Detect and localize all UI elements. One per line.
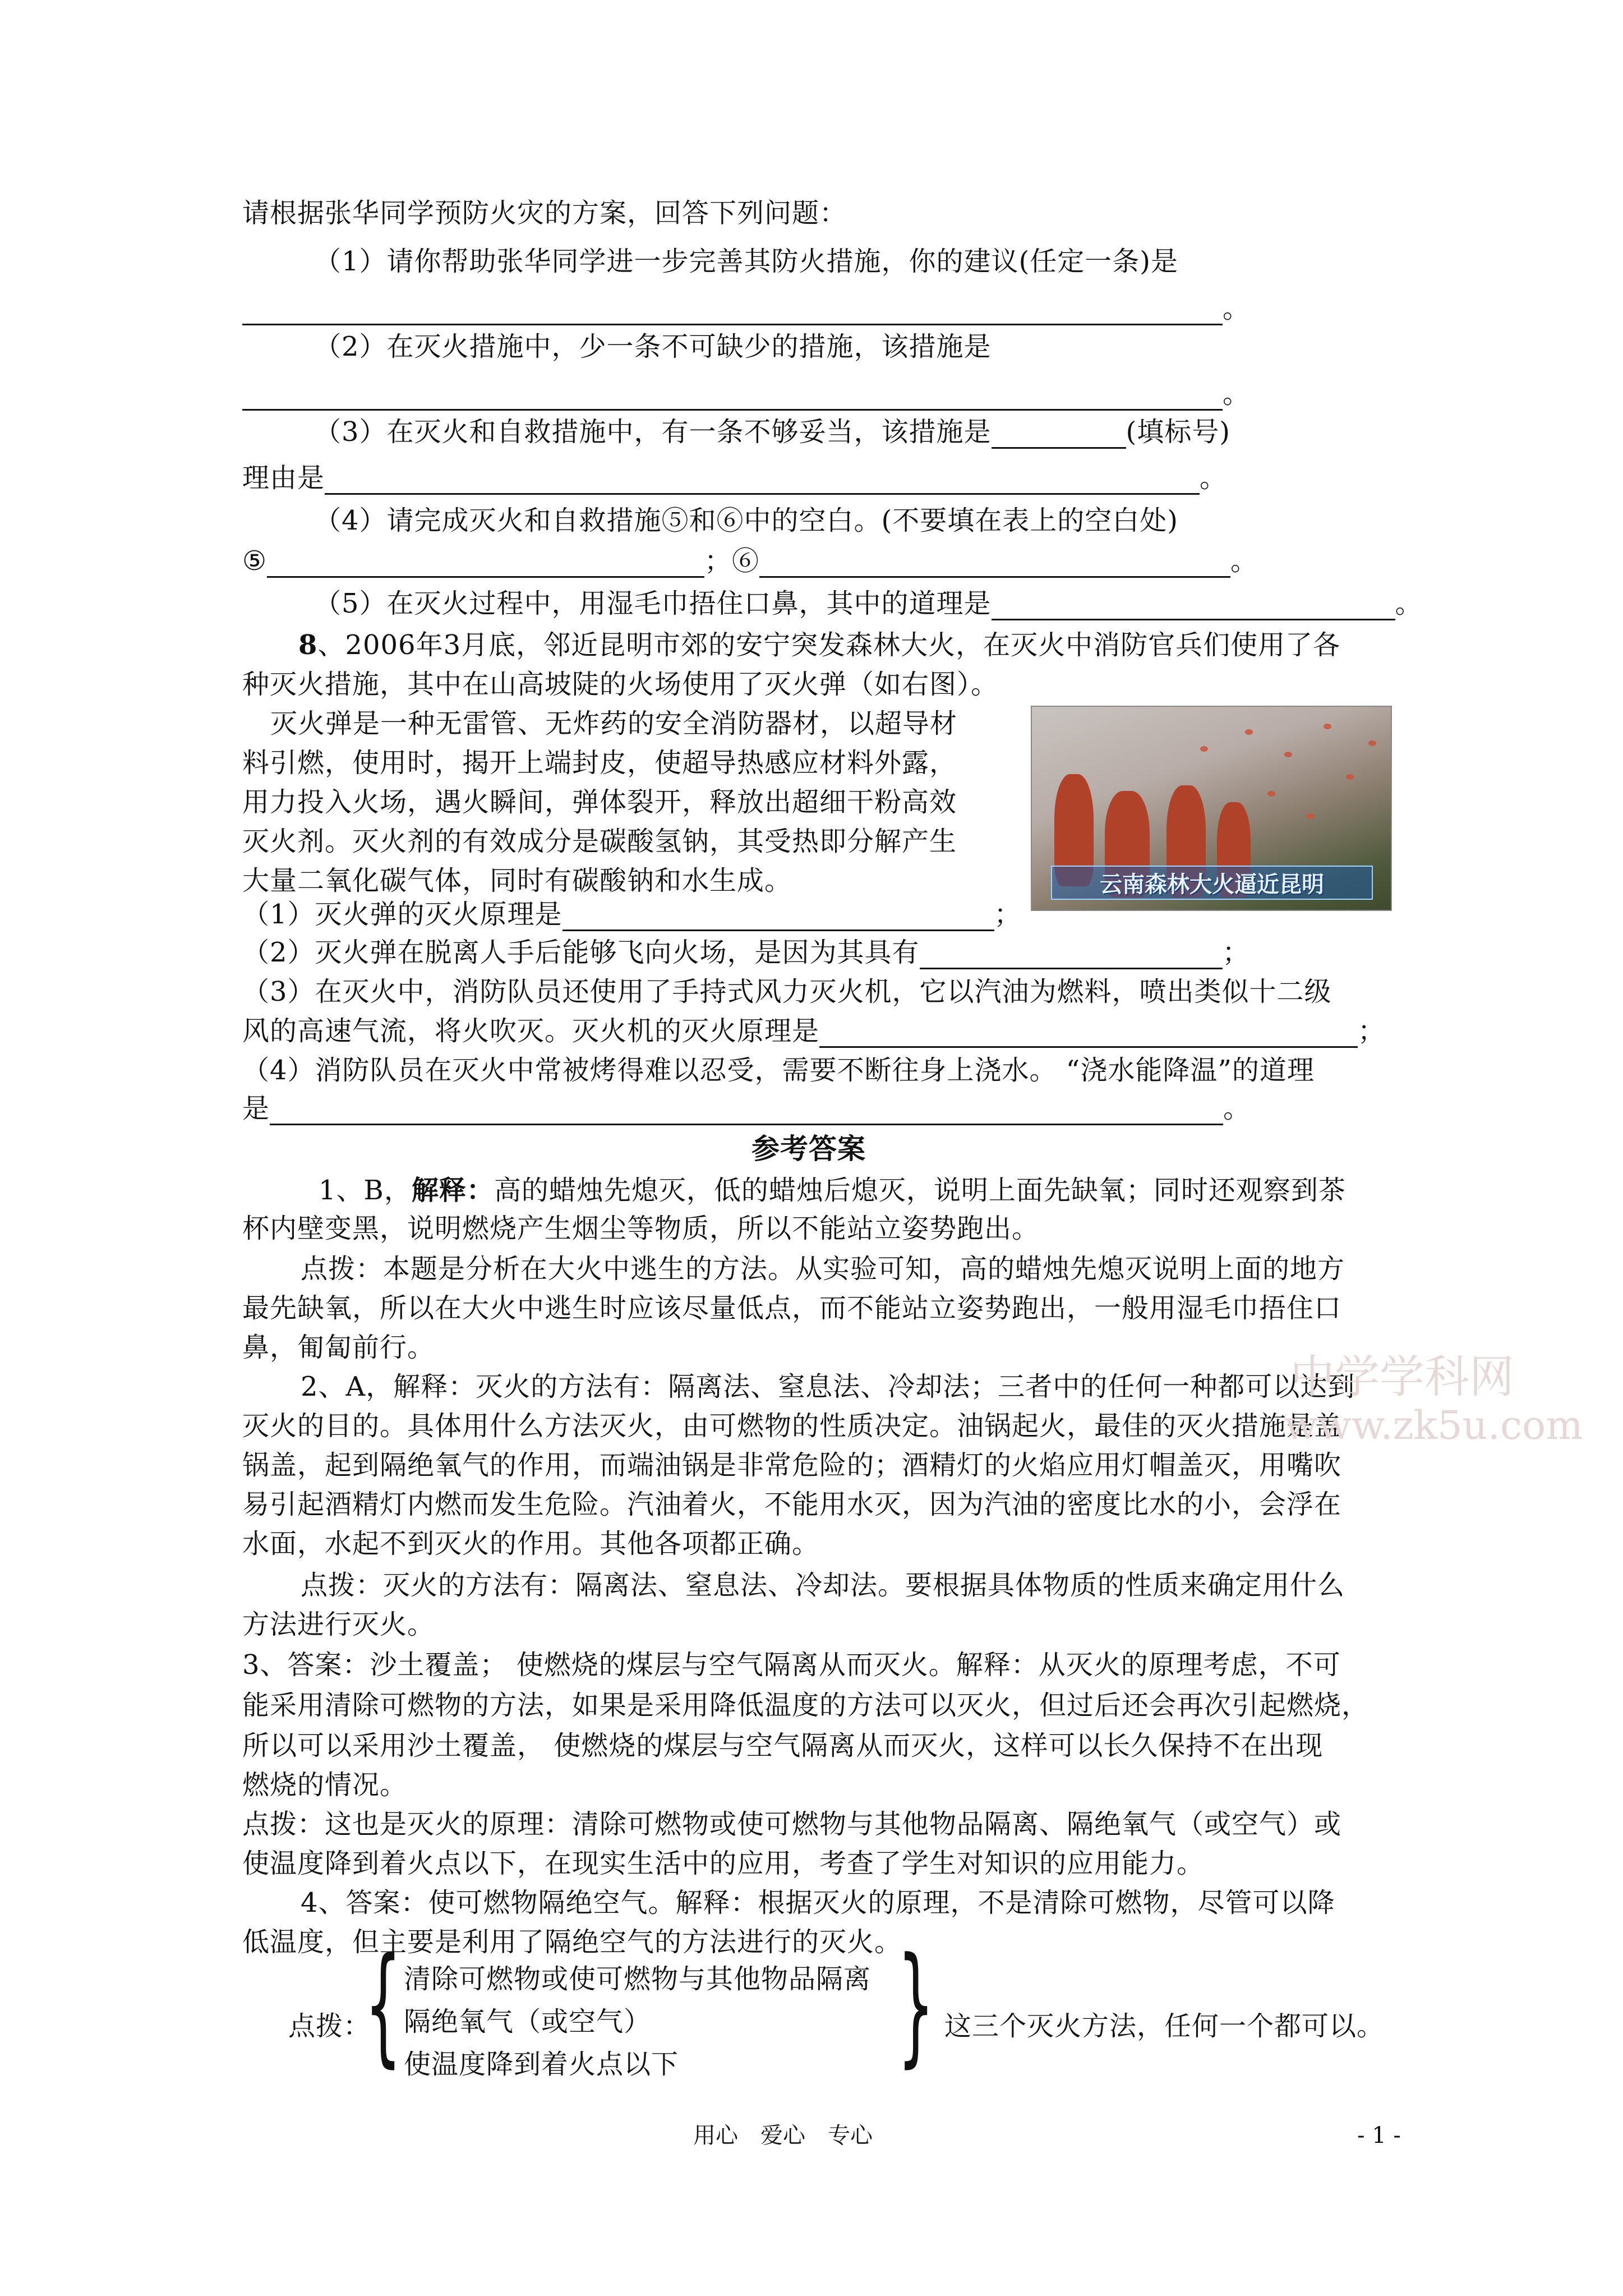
- answer-3-line: 能采用清除可燃物的方法，如果是采用降低温度的方法可以灭火，但过后还会再次引起燃烧，: [242, 1690, 1370, 1721]
- q8-paragraph-line: 料引燃，使用时，揭开上端封皮，使超导热感应材料外露，: [242, 747, 957, 779]
- watermark-url: www.zk5u.com: [1284, 1402, 1583, 1448]
- answer-blank[interactable]: [267, 549, 704, 578]
- question-3-reason: 理由是 。: [242, 462, 1228, 494]
- q8-subquestion-4b: 是 。: [242, 1093, 1251, 1124]
- answer-3-line: 燃烧的情况。: [242, 1769, 408, 1801]
- q8-paragraph-line: 灭火弹是一种无雷管、无炸药的安全消防器材，以超导材: [270, 708, 958, 739]
- question-5: （5）在灭火过程中，用湿毛巾捂住口鼻，其中的道理是 。: [314, 588, 1423, 619]
- answer-1-line2: 杯内壁变黑，说明燃烧产生烟尘等物质，所以不能站立姿势跑出。: [242, 1213, 1040, 1244]
- q8-subquestion-2: （2）灭火弹在脱离人手后能够飞向火场，是因为其具有 ；: [242, 937, 1250, 968]
- answer-1-line1: 1、B，解释：高的蜡烛先熄灭，低的蜡烛后熄灭，说明上面先缺氧；同时还观察到茶: [319, 1175, 1346, 1206]
- question-1: （1）请你帮助张华同学进一步完善其防火措施，你的建议(任定一条)是: [314, 246, 1178, 277]
- intro-text: 请根据张华同学预防火灾的方案，回答下列问题：: [242, 197, 847, 229]
- answer-blank[interactable]: [819, 1019, 1358, 1048]
- question-4-blanks: ⑤ ；⑥ 。: [242, 545, 1258, 577]
- answer-blank[interactable]: [992, 592, 1395, 620]
- q8-paragraph-line: 大量二氧化碳气体，同时有碳酸钠和水生成。: [242, 865, 792, 896]
- question-3: （3）在灭火和自救措施中，有一条不够妥当，该措施是 (填标号): [314, 416, 1231, 448]
- answer-line-2: 。: [242, 377, 1250, 411]
- answer-1-tip: 点拨：本题是分析在大火中逃生的方法。从实验可知，高的蜡烛先熄灭说明上面的地方: [301, 1253, 1345, 1285]
- question-8-line2: 种灭火措施，其中在山高坡陡的火场使用了灭火弹（如右图）。: [242, 669, 999, 700]
- answers-title: 参考答案: [751, 1132, 866, 1165]
- answer-blank[interactable]: [920, 941, 1223, 969]
- answer-blank[interactable]: [242, 297, 1223, 325]
- question-2: （2）在灭火措施中，少一条不可缺少的措施，该措施是: [314, 331, 992, 362]
- answer-4-tip-label: 点拨：: [288, 2010, 371, 2042]
- left-brace-icon: {: [365, 1930, 402, 2080]
- answer-4-line: 低温度，但主要是利用了隔绝空气的方法进行的灭火。: [242, 1926, 902, 1958]
- answer-3-tip: 点拨：这也是灭火的原理：清除可燃物或使可燃物与其他物品隔离、隔绝氧气（或空气）或: [242, 1809, 1342, 1840]
- right-brace-icon: }: [897, 1930, 935, 2080]
- answer-2-tip: 点拨：灭火的方法有：隔离法、窒息法、冷却法。要根据具体物质的性质来确定用什么: [301, 1570, 1345, 1601]
- answer-3-line: 所以可以采用沙土覆盖， 使燃烧的煤层与空气隔离从而灭火，这样可以长久保持不在出现: [242, 1730, 1324, 1761]
- q8-paragraph-line: 用力投入火场，遇火瞬间，弹体裂开，释放出超细干粉高效: [242, 786, 957, 818]
- answer-blank[interactable]: [562, 903, 994, 931]
- q8-subquestion-1: （1）灭火弹的灭火原理是 ；: [242, 899, 1022, 930]
- answer-blank[interactable]: [325, 466, 1200, 495]
- q8-subquestion-3: （3）在灭火中，消防队员还使用了手持式风力灭火机，它以汽油为燃料，喷出类似十二级: [242, 976, 1332, 1007]
- q8-paragraph-line: 灭火剂。灭火剂的有效成分是碳酸氢钠，其受热即分解产生: [242, 826, 957, 857]
- question-8-heading: 8、2006年3月底，邻近昆明市郊的安宁突发森林大火，在灭火中消防官兵们使用了各: [298, 629, 1341, 661]
- answer-2-line: 水面，水起不到灭火的作用。其他各项都正确。: [242, 1528, 820, 1559]
- answer-line-1: 。: [242, 292, 1250, 325]
- answer-2-tip: 方法进行灭火。: [242, 1609, 435, 1640]
- answer-blank[interactable]: [759, 549, 1230, 578]
- q8-subquestion-3b: 风的高速气流，将火吹灭。灭火机的灭火原理是 ；: [242, 1015, 1386, 1047]
- method-item: 使温度降到着火点以下: [404, 2049, 679, 2080]
- page-number: - 1 -: [1357, 2123, 1401, 2148]
- method-item: 清除可燃物或使可燃物与其他物品隔离: [404, 1963, 872, 1995]
- answer-3-line: 3、答案：沙土覆盖； 使燃烧的煤层与空气隔离从而灭火。解释：从灭火的原理考虑，不可: [242, 1649, 1341, 1681]
- photo-caption: 云南森林大火逼近昆明: [1051, 866, 1373, 900]
- question-4: （4）请完成灭火和自救措施⑤和⑥中的空白。(不要填在表上的空白处): [314, 505, 1178, 536]
- answer-blank[interactable]: [992, 420, 1126, 449]
- answer-4-tip-tail: 这三个灭火方法，任何一个都可以。: [944, 2010, 1385, 2042]
- answer-1-tip: 最先缺氧，所以在大火中逃生时应该尽量低点，而不能站立姿势跑出，一般用湿毛巾捂住口: [242, 1292, 1342, 1324]
- answer-2-line: 锅盖，起到隔绝氧气的作用，而端油锅是非常危险的；酒精灯的火焰应用灯帽盖灭，用嘴吹: [242, 1450, 1342, 1481]
- footer-motto: 用心 爱心 专心: [693, 2123, 873, 2148]
- method-item: 隔绝氧气（或空气）: [404, 2006, 652, 2037]
- answer-4-line: 4、答案：使可燃物隔绝空气。解释：根据灭火的原理，不是清除可燃物，尽管可以降: [301, 1887, 1335, 1918]
- answer-2-line: 2、A，解释：灭火的方法有：隔离法、窒息法、冷却法；三者中的任何一种都可以达到: [301, 1371, 1355, 1402]
- answer-1-tip: 鼻，匍匐前行。: [242, 1332, 435, 1363]
- answer-2-line: 易引起酒精灯内燃而发生危险。汽油着火，不能用水灭，因为汽油的密度比水的小，会浮在: [242, 1489, 1342, 1520]
- q8-subquestion-4: （4）消防队员在灭火中常被烤得难以忍受，需要不断往身上浇水。 “浇水能降温”的道理: [242, 1055, 1315, 1086]
- answer-blank[interactable]: [270, 1097, 1223, 1125]
- watermark-text: 中学学科网: [1290, 1351, 1514, 1403]
- answer-blank[interactable]: [242, 382, 1223, 411]
- forest-fire-photo: [1031, 706, 1392, 911]
- answer-3-tip: 使温度降到着火点以下，在现实生活中的应用，考查了学生对知识的应用能力。: [242, 1848, 1205, 1879]
- answer-2-line: 灭火的目的。具体用什么方法灭火，由可燃物的性质决定。油锅起火，最佳的灭火措施是盖: [242, 1410, 1342, 1442]
